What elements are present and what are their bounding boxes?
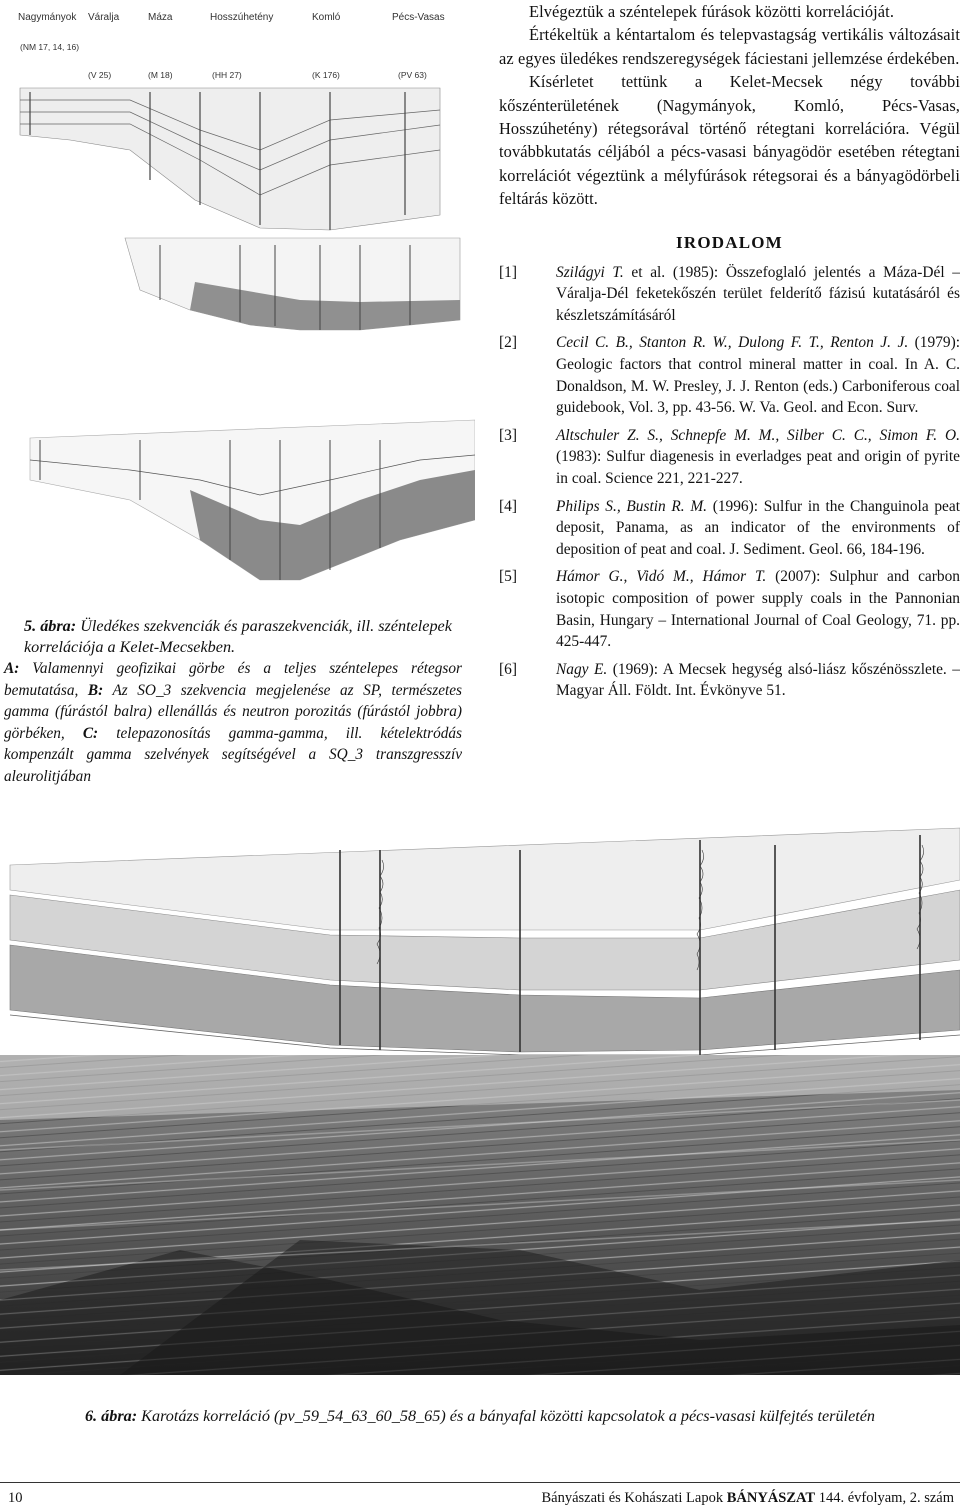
reference-number: [4] xyxy=(499,497,517,515)
right-text-column xyxy=(499,0,960,708)
reference-authors: Philips S., Bustin R. M. xyxy=(556,497,708,515)
reference-text: (1979): Geologic factors that control mineral matter in coal. In A. C. Donaldson, M. W. Presley, J. J. Renton (eds.) Carboniferous coal guidebook, Vol. 3, pp. 43-56. W. Va. Geol. and Econ. Surv. xyxy=(556,334,960,417)
well-name-label: Komló xyxy=(312,12,341,23)
caption-text: Karotázs korreláció (pv_59_54_63_60_58_65) és a bányafal közötti kapcsolatok a pécs-vasasi külfejtés területén xyxy=(137,1407,876,1425)
well-name-label: Hosszúhetény xyxy=(210,12,274,23)
reference-text: et al. (1985): Összefoglaló jelentés a Máza-Dél – Váralja-Dél feketekőszén terület felderítő fázisú kutatásáról és készletszámításáról xyxy=(556,263,960,324)
reference-text: (1969): A Mecsek hegység alsó-liász kőszénösszlete. – Magyar Áll. Földt. Int. Évkönyve 51. xyxy=(556,660,960,700)
figure-6-caption xyxy=(30,1405,930,1427)
body-paragraph: Elvégeztük a széntelepek fúrások közötti korrelációját. xyxy=(529,2,895,21)
reference-number: [5] xyxy=(499,568,517,586)
page-footer xyxy=(0,1470,960,1511)
journal-issue: 144. évfolyam, 2. szám xyxy=(815,1490,954,1506)
journal-name xyxy=(541,1490,954,1507)
well-name-label: Máza xyxy=(148,12,173,23)
figure-5-graphic xyxy=(0,0,475,610)
reference-item xyxy=(499,496,960,561)
reference-number: [1] xyxy=(499,263,517,281)
well-id-label: (HH 27) xyxy=(212,70,242,80)
journal-prefix: Bányászati és Kohászati Lapok xyxy=(541,1490,727,1506)
reference-authors: Szilágyi T. xyxy=(556,263,624,281)
caption-part-text: Az SO_3 szekvencia megjelenése az SP, természetes gamma (fúrástól balra) ellenállás és neutron porozitás (fúrástól jobbra) görbéken, xyxy=(4,681,462,742)
reference-item xyxy=(499,425,960,490)
figure-5-caption-body xyxy=(4,658,462,787)
caption-part-label: C: xyxy=(82,724,99,742)
well-id-label: (V 25) xyxy=(88,70,112,80)
reference-number: [6] xyxy=(499,660,517,678)
caption-part-text: Valamennyi geofizikai görbe és a teljes széntelepes rétegsor bemutatása, xyxy=(4,660,462,699)
well-name-label: Nagymányok xyxy=(18,12,77,23)
reference-number: [3] xyxy=(499,426,517,444)
mine-wall-photo xyxy=(0,1055,960,1375)
caption-part-label: A: xyxy=(4,660,20,677)
figure-6-log-correlation-and-mine-wall xyxy=(0,820,960,1375)
figure-5-caption-title xyxy=(4,616,462,658)
journal-bold-title: BÁNYÁSZAT xyxy=(726,1490,816,1506)
body-paragraph: Értékeltük a kéntartalom és telepvastagság vertikális változásait az egyes üledékes rendszeregységek fáciestani jellemzése érdekében. xyxy=(499,25,960,68)
reference-text: (1996): Sulfur in the Changuinola peat deposit, Panama, as an indicator of the environments of deposition of peat and coal. J. Sediment. Geol. 66, 184-196. xyxy=(556,497,960,558)
reference-authors: Nagy E. xyxy=(556,660,608,678)
reference-item xyxy=(499,566,960,652)
well-id-label: (K 176) xyxy=(312,70,340,80)
caption-part-label: B: xyxy=(87,681,104,699)
well-id-label: (PV 63) xyxy=(398,70,427,80)
page-number: 10 xyxy=(8,1490,23,1506)
reference-item xyxy=(499,659,960,702)
figure-6-graphic xyxy=(0,820,960,1375)
figure-5-correlation-panel xyxy=(0,0,475,610)
references-heading: IRODALOM xyxy=(676,232,783,252)
body-paragraph: Kísérletet tettünk a Kelet-Mecsek négy további kőszénterületének (Nagymányok, Komló, Pécs-Vasas, Hosszúhetény) rétegsorával történő rétegtani korrelációra. Végül továbbkutatás céljából a pécs-vasasi bányagödör esetében rétegtani korrelációt végeztünk a mélyfúrások rétegsorai és a bányagödörbeli feltárás között. xyxy=(499,72,960,209)
reference-text: (2007): Sulphur and carbon isotopic composition of power supply coals in the Pannonian Basin, Hungary – International Journal of Coal Geology, 71. pp. 425-447. xyxy=(556,568,960,651)
well-name-label: Váralja xyxy=(88,12,120,23)
reference-authors: Altschuler Z. S., Schnepfe M. M., Silber C. C., Simon F. O. xyxy=(556,426,960,444)
well-id-label: (M 18) xyxy=(148,70,173,80)
reference-item xyxy=(499,332,960,418)
reference-number: [2] xyxy=(499,334,517,352)
well-name-label: Pécs-Vasas xyxy=(392,12,445,23)
reference-item xyxy=(499,262,960,327)
reference-text: (1983): Sulfur diagenesis in everladges peat and origin of pyrite in coal. Science 221, 221-227. xyxy=(556,448,960,487)
log-correlation-panel xyxy=(0,820,960,1055)
figure-5-caption xyxy=(4,616,462,787)
figure-label: 5. ábra: xyxy=(24,617,77,635)
reference-authors: Cecil C. B., Stanton R. W., Dulong F. T., Renton J. J. xyxy=(556,334,909,352)
caption-title-text: Üledékes szekvenciák és paraszekvenciák, ill. széntelepek korrelációja a Kelet-Mecsekben. xyxy=(24,617,452,656)
caption-part-text: telepazonosítás gamma-gamma, ill. kételektródás kompenzált gamma szelvények segítségével a SQ_3 transzgresszív aleurolitjában xyxy=(4,724,462,785)
well-id-label: (NM 17, 14, 16) xyxy=(20,42,80,52)
figure-label: 6. ábra: xyxy=(84,1407,138,1425)
footer-divider xyxy=(0,1482,960,1483)
reference-authors: Hámor G., Vidó M., Hámor T. xyxy=(556,568,767,586)
